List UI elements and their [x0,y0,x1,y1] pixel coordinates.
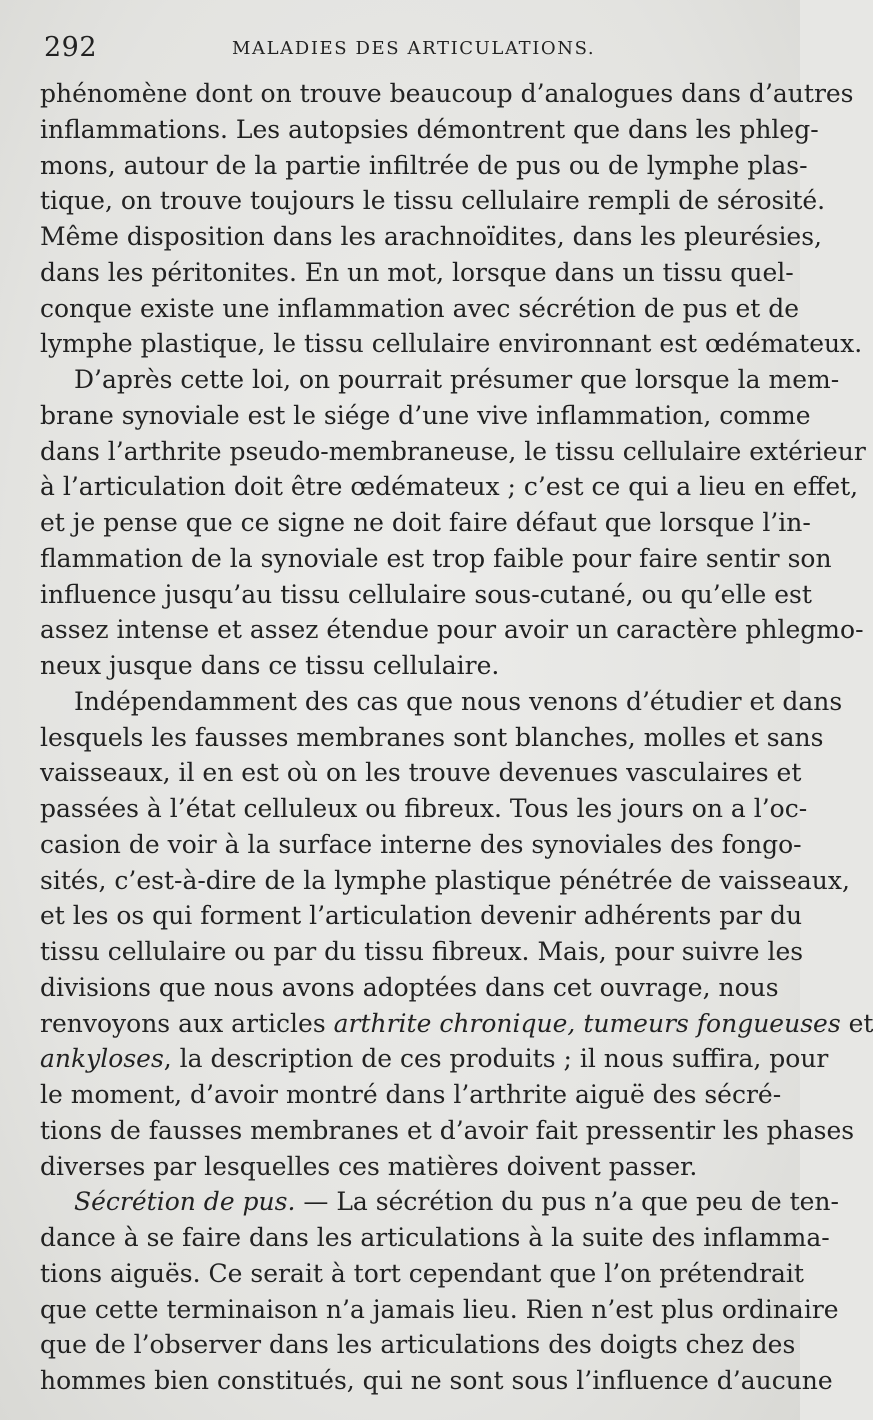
text-line: conque existe une inflammation avec sécrétion de pus et de [40,293,800,323]
text-line: Même disposition dans les arachnoïdites, dans les pleurésies, [40,222,823,251]
text-line: lymphe plastique, le tissu cellulaire environnant est œdémateux. [40,329,863,359]
text-line: tique, on trouve toujours le tissu cellulaire rempli de sérosité. [40,186,826,216]
text-line: assez intense et assez étendue pour avoir un caractère phlegmo- [40,615,864,645]
text-line: à l’articulation doit être œdémateux ; c’est ce qui a lieu en effet, [40,472,859,502]
text-line: dans les péritonites. En un mot, lorsque dans un tissu quel- [40,257,794,287]
text-line: renvoyons aux articles arthrite chronique, tumeurs fongueuses et [40,1008,873,1038]
text-line: vaisseaux, il en est où on les trouve devenues vasculaires et [40,758,802,788]
text-line: sités, c’est-à-dire de la lymphe plastique pénétrée de vaisseaux, [40,865,850,895]
text-line: que cette terminaison n’a jamais lieu. Rien n’est plus ordinaire [40,1294,839,1324]
section-heading-italic: Sécrétion de pus. [74,1187,296,1217]
body-text [40,76,873,1399]
text-line: que de l’observer dans les articulations des doigts chez des [40,1330,796,1360]
text-line: brane synoviale est le siége d’une vive inflammation, comme [40,400,811,430]
text-line: divisions que nous avons adoptées dans cet ouvrage, nous [40,972,779,1002]
text-line: et je pense que ce signe ne doit faire défaut que lorsque l’in- [40,508,811,537]
running-head: MALADIES DES ARTICULATIONS. [232,38,596,59]
text-line: et les os qui forment l’articulation devenir adhérents par du [40,901,803,931]
text-line: diverses par lesquelles ces matières doivent passer. [40,1151,698,1181]
text-line: dance à se faire dans les articulations à la suite des inflamma- [40,1223,830,1252]
text-line: neux jusque dans ce tissu cellulaire. [40,651,500,680]
text-line: mons, autour de la partie infiltrée de pus ou de lymphe plas- [40,150,808,180]
page-number: 292 [44,32,98,63]
text-line: phénomène dont on trouve beaucoup d’analogues dans d’autres [40,79,854,108]
text-line: lesquels les fausses membranes sont blanches, molles et sans [40,722,824,752]
text-line: tissu cellulaire ou par du tissu fibreux. Mais, pour suivre les [40,937,804,966]
text-line: Indépendamment des cas que nous venons d’étudier et dans [74,686,843,716]
text-line: tions aiguës. Ce serait à tort cependant que l’on prétendrait [40,1258,804,1288]
text-line: Sécrétion de pus. — La sécrétion du pus n’a que peu de ten- [74,1187,839,1217]
text-line: dans l’arthrite pseudo-membraneuse, le tissu cellulaire extérieur [40,436,866,466]
text-line: casion de voir à la surface interne des synoviales des fongo- [40,829,802,859]
text-line: hommes bien constitués, qui ne sont sous l’influence d’aucune [40,1366,833,1395]
text-line: inflammations. Les autopsies démontrent que dans les phleg- [40,114,819,144]
text-line: flammation de la synoviale est trop faible pour faire sentir son [40,543,832,573]
italic-term: ankyloses [40,1044,164,1074]
page-header [44,33,764,63]
text-line: passées à l’état celluleux ou fibreux. Tous les jours on a l’oc- [40,794,808,823]
text-line: le moment, d’avoir montré dans l’arthrite aiguë des sécré- [40,1080,782,1109]
italic-term: arthrite chronique, tumeurs fongueuses [333,1008,841,1038]
text-line: tions de fausses membranes et d’avoir fait pressentir les phases [40,1115,855,1145]
text-line: D’après cette loi, on pourrait présumer que lorsque la mem- [74,365,840,394]
text-line: ankyloses, la description de ces produits ; il nous suffira, pour [40,1044,829,1074]
text-line: influence jusqu’au tissu cellulaire sous-cutané, ou qu’elle est [40,579,812,609]
